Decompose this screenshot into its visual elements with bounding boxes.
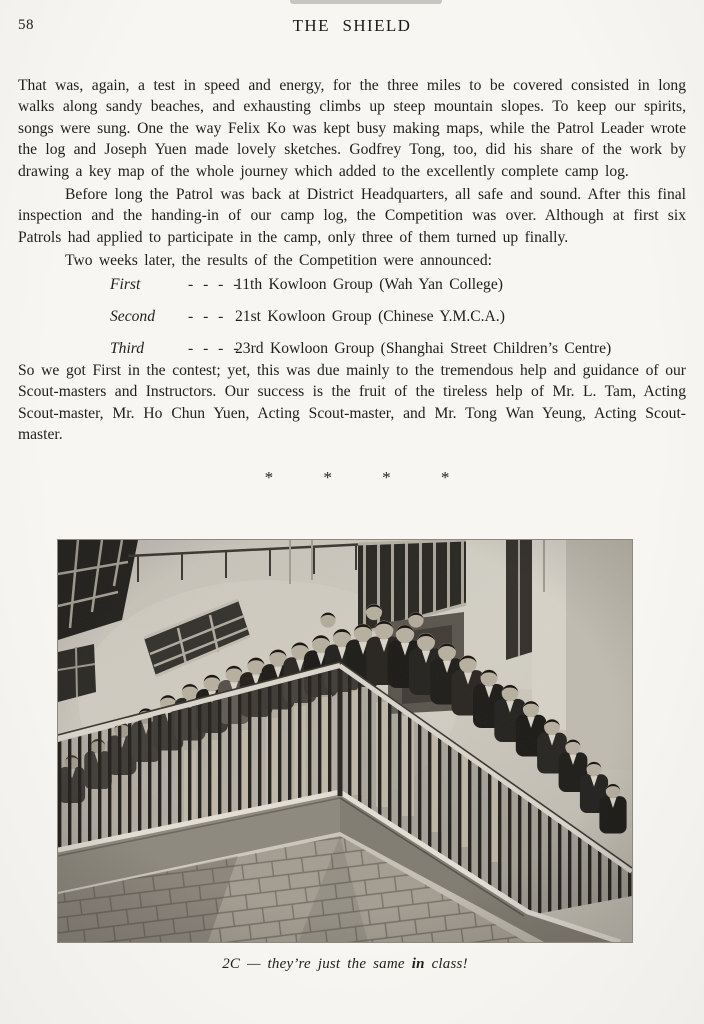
- scan-artifact: [290, 0, 442, 4]
- result-row-first: [18, 274, 686, 295]
- paragraph-3: Two weeks later, the results of the Competition were announced:: [65, 252, 492, 270]
- caption-text: class!: [424, 955, 468, 972]
- result-rank: Second: [110, 308, 156, 326]
- page-title: THE SHIELD: [292, 16, 412, 35]
- result-name: 21st Kowloon Group (Chinese Y.M.C.A.): [235, 308, 505, 326]
- result-rank: First: [110, 275, 141, 293]
- asterisk-separator: * * * *: [264, 467, 450, 487]
- paragraph-2: Before long the Patrol was back at District Headquarters, all safe and sound. After this final inspection and the handing-in of our camp log, the Competition was over. Although at first six Patrols had applied to participate in the camp, only three of them turned up finally.: [18, 186, 686, 246]
- photo-figure: [57, 539, 633, 975]
- class-photo-image: [57, 539, 633, 943]
- results-list: [18, 274, 686, 360]
- result-dashes: - - - -: [188, 275, 239, 293]
- vignette-overlay: [58, 540, 632, 942]
- caption-text: 2C — they’re just the same: [222, 955, 412, 972]
- result-name: 11th Kowloon Group (Wah Yan College): [235, 275, 503, 293]
- page-number: 58: [18, 17, 34, 33]
- result-name: 23rd Kowloon Group (Shanghai Street Children’s Centre): [235, 340, 612, 358]
- page-header: [18, 16, 686, 38]
- result-row-second: [18, 306, 686, 327]
- caption-bold-word: in: [411, 955, 425, 972]
- result-dashes: - - -: [188, 308, 224, 326]
- paragraph-4: So we got First in the contest; yet, this was due mainly to the tremendous help and guidance of our Scout-masters and Instructors. Our success is the fruit of the tireless help of Mr. L. Tam, Acting Scout-master, Mr. Ho Chun Yuen, Acting Scout-master, and Mr. Tong Wan Yeung, Acting Scout-master.: [18, 361, 686, 444]
- article-body: [18, 75, 686, 446]
- result-dashes: - - - -: [188, 340, 239, 358]
- result-rank: Third: [110, 340, 145, 358]
- result-row-third: [18, 338, 686, 359]
- photo-caption: [57, 954, 633, 975]
- paragraph-1: That was, again, a test in speed and energy, for the three miles to be covered consisted in long walks along sandy beaches, and exhausting climbs up steep mountain slopes. To keep our spirits, songs were sung. One the way Felix Ko was kept busy making maps, while the Patrol Leader wrote the log and Joseph Yuen made lovely sketches. Godfrey Tong, too, did his share of the work by drawing a key map of the whole journey which added to the excellently complete camp log.: [18, 77, 686, 180]
